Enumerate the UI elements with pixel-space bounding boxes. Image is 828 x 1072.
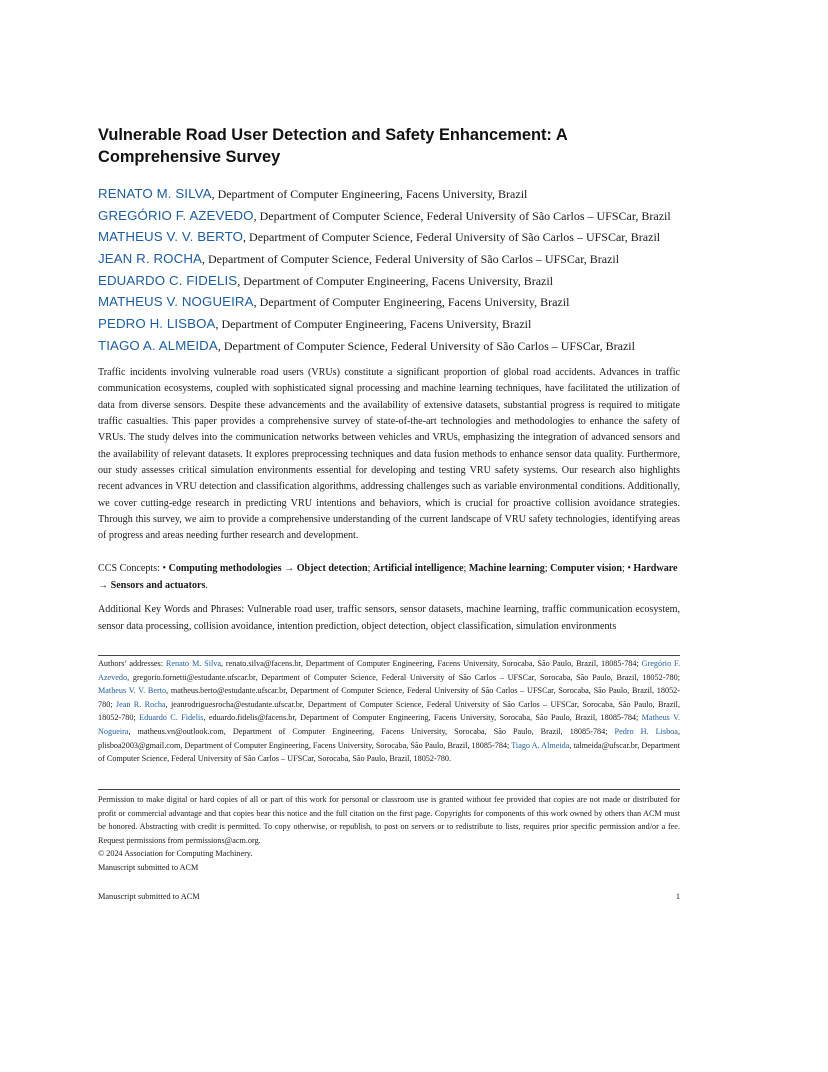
ccs-label: CCS Concepts: <box>98 563 163 574</box>
ccs-separator: ; <box>622 563 628 574</box>
address-text: , matheus.berto@estudante.ufscar.br, Department of Computer Science, Federal University of São Carlos – UFSCar, Sorocaba, São Paulo, Brazil, 18052-780; <box>98 686 680 709</box>
permission-divider <box>98 789 680 790</box>
author-link[interactable]: Matheus V. V. Berto <box>98 686 167 696</box>
ccs-separator: ; <box>544 563 551 574</box>
author-name[interactable]: PEDRO H. LISBOA <box>98 316 216 332</box>
author-entry <box>98 335 698 357</box>
ccs-item: Computing methodologies → Object detection <box>168 563 368 574</box>
author-name[interactable]: MATHEUS V. NOGUEIRA <box>98 294 254 310</box>
additional-keywords: Additional Key Words and Phrases: Vulnerable road user, traffic sensors, sensor datasets, machine learning, traffic communication ecosystem, sensor data processing, collision avoidance, intention prediction, object detection, object classification, simulation environments <box>98 604 680 632</box>
ccs-item: Hardware → Sensors and actuators <box>98 563 678 591</box>
author-affiliation: , Department of Computer Science, Federal University of São Carlos – UFSCar, Brazil <box>202 252 620 267</box>
author-entry <box>98 291 698 313</box>
permission-text: Permission to make digital or hard copies of all or part of this work for personal or classroom use is granted without fee provided that copies are not made or distributed for profit or commercial advantage and that copies bear this notice and the full citation on the first page. Copyrights for components of this work owned by others than ACM must be honored. Abstracting with credit is permitted. To copy otherwise, or republish, to post on servers or to redistribute to lists, requires prior specific permission and/or a fee. Request permissions from permissions@acm.org. <box>98 795 680 845</box>
author-name[interactable]: MATHEUS V. V. BERTO <box>98 229 244 245</box>
author-link[interactable]: Jean R. Rocha <box>115 699 166 709</box>
author-affiliation: , Department of Computer Science, Federal University of São Carlos – UFSCar, Brazil <box>253 208 671 223</box>
ccs-end: . <box>205 580 208 591</box>
address-text: , matheus.vn@outlook.com, Department of Computer Engineering, Facens University, Sorocaba, São Paulo, Brazil, 18085-784; <box>128 726 615 736</box>
author-entry <box>98 205 698 227</box>
paper-title: Vulnerable Road User Detection and Safety Enhancement: A Comprehensive Survey <box>98 126 568 166</box>
author-name[interactable]: GREGÓRIO F. AZEVEDO <box>98 207 254 223</box>
author-list <box>98 183 698 357</box>
author-entry <box>98 226 698 248</box>
ccs-concepts <box>98 560 680 594</box>
author-link[interactable]: Tiago A. Almeida <box>511 740 570 750</box>
address-text: , eduardo.fidelis@facens.br, Department of Computer Engineering, Facens University, Sorocaba, São Paulo, Brazil, 18085-784; <box>203 713 642 723</box>
page-number: 1 <box>675 892 680 901</box>
author-entry <box>98 183 698 205</box>
address-text: , gregorio.fornetti@estudante.ufscar.br, Department of Computer Science, Federal University of São Carlos – UFSCar, Sorocaba, São Paulo, Brazil, 18052-780; <box>127 672 680 682</box>
author-name[interactable]: EDUARDO C. FIDELIS <box>98 272 238 288</box>
abstract: Traffic incidents involving vulnerable road users (VRUs) constitute a significant proportion of global road accidents. Advances in traffic communication ecosystems, coupled with sophisticated signal processing and machine learning techniques, have facilitated the utilization of data from diverse sensors. Despite these advancements and the availability of extensive datasets, substantial progress is required to mitigate traffic casualties. This paper provides a comprehensive survey of state-of-the-art technologies and methodologies to enhance the safety of VRUs. The study delves into the communication networks between vehicles and VRUs, emphasizing the integration of advanced sensors and the availability of relevant datasets. It explores preprocessing techniques and data fusion methods to enhance sensor data quality. Furthermore, our study assesses critical simulation environments essential for developing and testing VRU safety systems. Our research also highlights recent advances in VRU detection and classification algorithms, addressing challenges such as variable environmental conditions. Additionally, we cover cutting-edge research in predicting VRU intentions and behaviors, which is crucial for proactive collision avoidance strategies. Through this survey, we aim to provide a comprehensive understanding of the current landscape of VRU safety technologies, identifying areas of progress and areas needing further research and development. <box>98 367 680 542</box>
author-link[interactable]: Renato M. Silva <box>165 659 221 668</box>
permission-notice <box>98 793 680 875</box>
ccs-separator: ; <box>367 563 373 574</box>
ccs-bullet: • <box>162 563 169 574</box>
ccs-item: Machine learning <box>468 563 545 574</box>
author-link[interactable]: Eduardo C. Fidelis <box>139 713 204 723</box>
author-entry <box>98 248 698 270</box>
author-name[interactable]: JEAN R. ROCHA <box>98 251 202 267</box>
author-entry <box>98 270 698 292</box>
author-affiliation: , Department of Computer Engineering, Facens University, Brazil <box>211 187 528 201</box>
manuscript-note: Manuscript submitted to ACM <box>98 862 199 872</box>
ccs-item: Artificial intelligence <box>372 563 464 574</box>
author-affiliation: , Department of Computer Science, Federal University of São Carlos – UFSCar, Brazil <box>217 338 635 353</box>
footer-manuscript-label: Manuscript submitted to ACM <box>98 892 200 901</box>
ccs-bullet: • <box>627 563 634 574</box>
author-name[interactable]: TIAGO A. ALMEIDA <box>98 337 218 353</box>
address-text: , plisboa2003@gmail.com, Department of Computer Engineering, Facens University, Sorocaba, São Paulo, Brazil, 18085-784; <box>98 726 680 750</box>
ccs-separator: ; <box>463 563 469 574</box>
footnote-divider <box>98 655 680 656</box>
author-affiliation: , Department of Computer Science, Federal University of São Carlos – UFSCar, Brazil <box>243 230 661 245</box>
author-entry <box>98 313 698 335</box>
author-link[interactable]: Pedro H. Lisboa <box>614 726 678 736</box>
address-text: Authors’ addresses: <box>98 659 166 668</box>
author-affiliation: , Department of Computer Engineering, Facens University, Brazil <box>215 317 532 332</box>
author-affiliation: , Department of Computer Engineering, Facens University, Brazil <box>237 273 554 288</box>
ccs-item: Computer vision <box>550 563 623 574</box>
author-name[interactable]: RENATO M. SILVA <box>98 186 212 201</box>
author-affiliation: , Department of Computer Engineering, Facens University, Brazil <box>253 295 570 310</box>
address-text: , jeanrodriguesrocha@estudante.ufscar.br, Department of Computer Science, Federal University of São Carlos – UFSCar, Sorocaba, São Paulo, Brazil, 18052-780; <box>98 699 680 723</box>
copyright-line: © 2024 Association for Computing Machinery. <box>98 849 253 859</box>
address-text: , renato.silva@facens.br, Department of Computer Engineering, Facens University, Sorocaba, São Paulo, Brazil, 18085-784; <box>220 659 642 668</box>
author-link[interactable]: Matheus V. Nogueira <box>98 713 680 736</box>
address-text: , talmeida@ufscar.br, Department of Computer Science, Federal University of São Carlos – UFSCar, Sorocaba, São Paulo, Brazil, 18052-780. <box>98 740 681 764</box>
author-link[interactable]: Gregório F. Azevedo <box>98 659 680 682</box>
authors-addresses <box>98 657 680 766</box>
